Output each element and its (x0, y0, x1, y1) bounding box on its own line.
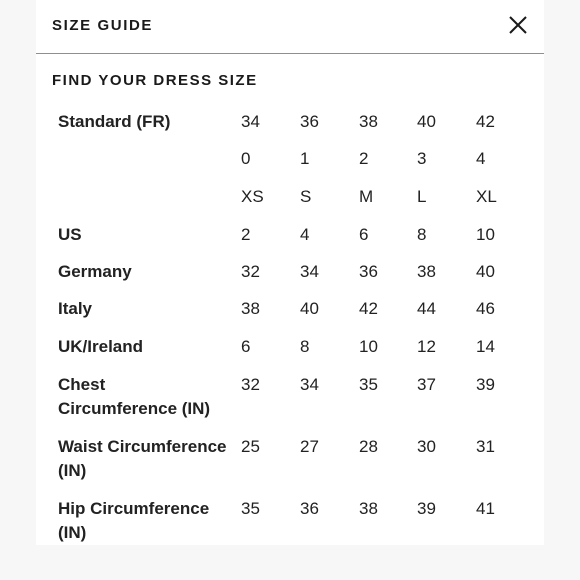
size-cell: 28 (359, 437, 378, 456)
size-cell: 34 (300, 375, 319, 394)
modal-title: SIZE GUIDE (52, 17, 154, 34)
size-cell: 27 (300, 437, 319, 456)
size-cell: 30 (417, 437, 436, 456)
size-cell: 25 (241, 437, 260, 456)
size-cell: 8 (300, 337, 310, 356)
size-cell: 1 (300, 149, 310, 168)
row-label-italy: Italy (58, 299, 93, 318)
size-cell: 42 (359, 299, 378, 318)
size-cell: M (359, 187, 374, 206)
size-cell: XS (241, 187, 264, 206)
close-icon (506, 13, 530, 37)
size-cell: 8 (417, 225, 427, 244)
modal-header (36, 0, 544, 54)
size-cell: 38 (359, 112, 378, 131)
size-cell: 6 (359, 225, 369, 244)
size-cell: 10 (359, 337, 378, 356)
size-cell: XL (476, 187, 497, 206)
row-label-chest: Chest Circumference (IN) (58, 375, 211, 418)
size-cell: 35 (359, 375, 378, 394)
close-button[interactable] (506, 13, 530, 37)
size-cell: 4 (476, 149, 486, 168)
row-label-standard-fr: Standard (FR) (58, 112, 171, 131)
size-cell: 40 (300, 299, 319, 318)
row-label-us: US (58, 225, 82, 244)
section-title: FIND YOUR DRESS SIZE (52, 72, 258, 89)
size-cell: 6 (241, 337, 251, 356)
size-cell: 37 (417, 375, 436, 394)
size-cell: 12 (417, 337, 436, 356)
size-cell: 32 (241, 262, 260, 281)
size-cell: 40 (476, 262, 495, 281)
size-cell: L (417, 187, 427, 206)
size-cell: 36 (300, 112, 319, 131)
size-cell: 39 (476, 375, 495, 394)
size-cell: 42 (476, 112, 495, 131)
size-guide-modal (36, 0, 544, 545)
size-cell: 4 (300, 225, 310, 244)
size-cell: 0 (241, 149, 251, 168)
size-cell: 46 (476, 299, 495, 318)
size-cell: 31 (476, 437, 495, 456)
size-cell: 40 (417, 112, 436, 131)
size-cell: 41 (476, 499, 495, 518)
size-cell: 2 (241, 225, 251, 244)
row-label-uk-ireland: UK/Ireland (58, 337, 144, 356)
size-cell: 10 (476, 225, 495, 244)
row-label-waist: Waist Circumference (IN) (58, 437, 227, 480)
size-cell: 14 (476, 337, 495, 356)
size-cell: 39 (417, 499, 436, 518)
size-cell: 35 (241, 499, 260, 518)
size-cell: 34 (241, 112, 260, 131)
size-cell: 32 (241, 375, 260, 394)
size-cell: 44 (417, 299, 436, 318)
size-cell: 34 (300, 262, 319, 281)
size-cell: 3 (417, 149, 427, 168)
size-cell: 36 (300, 499, 319, 518)
size-cell: 2 (359, 149, 369, 168)
row-label-germany: Germany (58, 262, 132, 281)
size-cell: 38 (241, 299, 260, 318)
row-label-hip: Hip Circumference (IN) (58, 499, 210, 542)
size-cell: 38 (359, 499, 378, 518)
size-cell: 38 (417, 262, 436, 281)
size-cell: 36 (359, 262, 378, 281)
size-cell: S (300, 187, 312, 206)
